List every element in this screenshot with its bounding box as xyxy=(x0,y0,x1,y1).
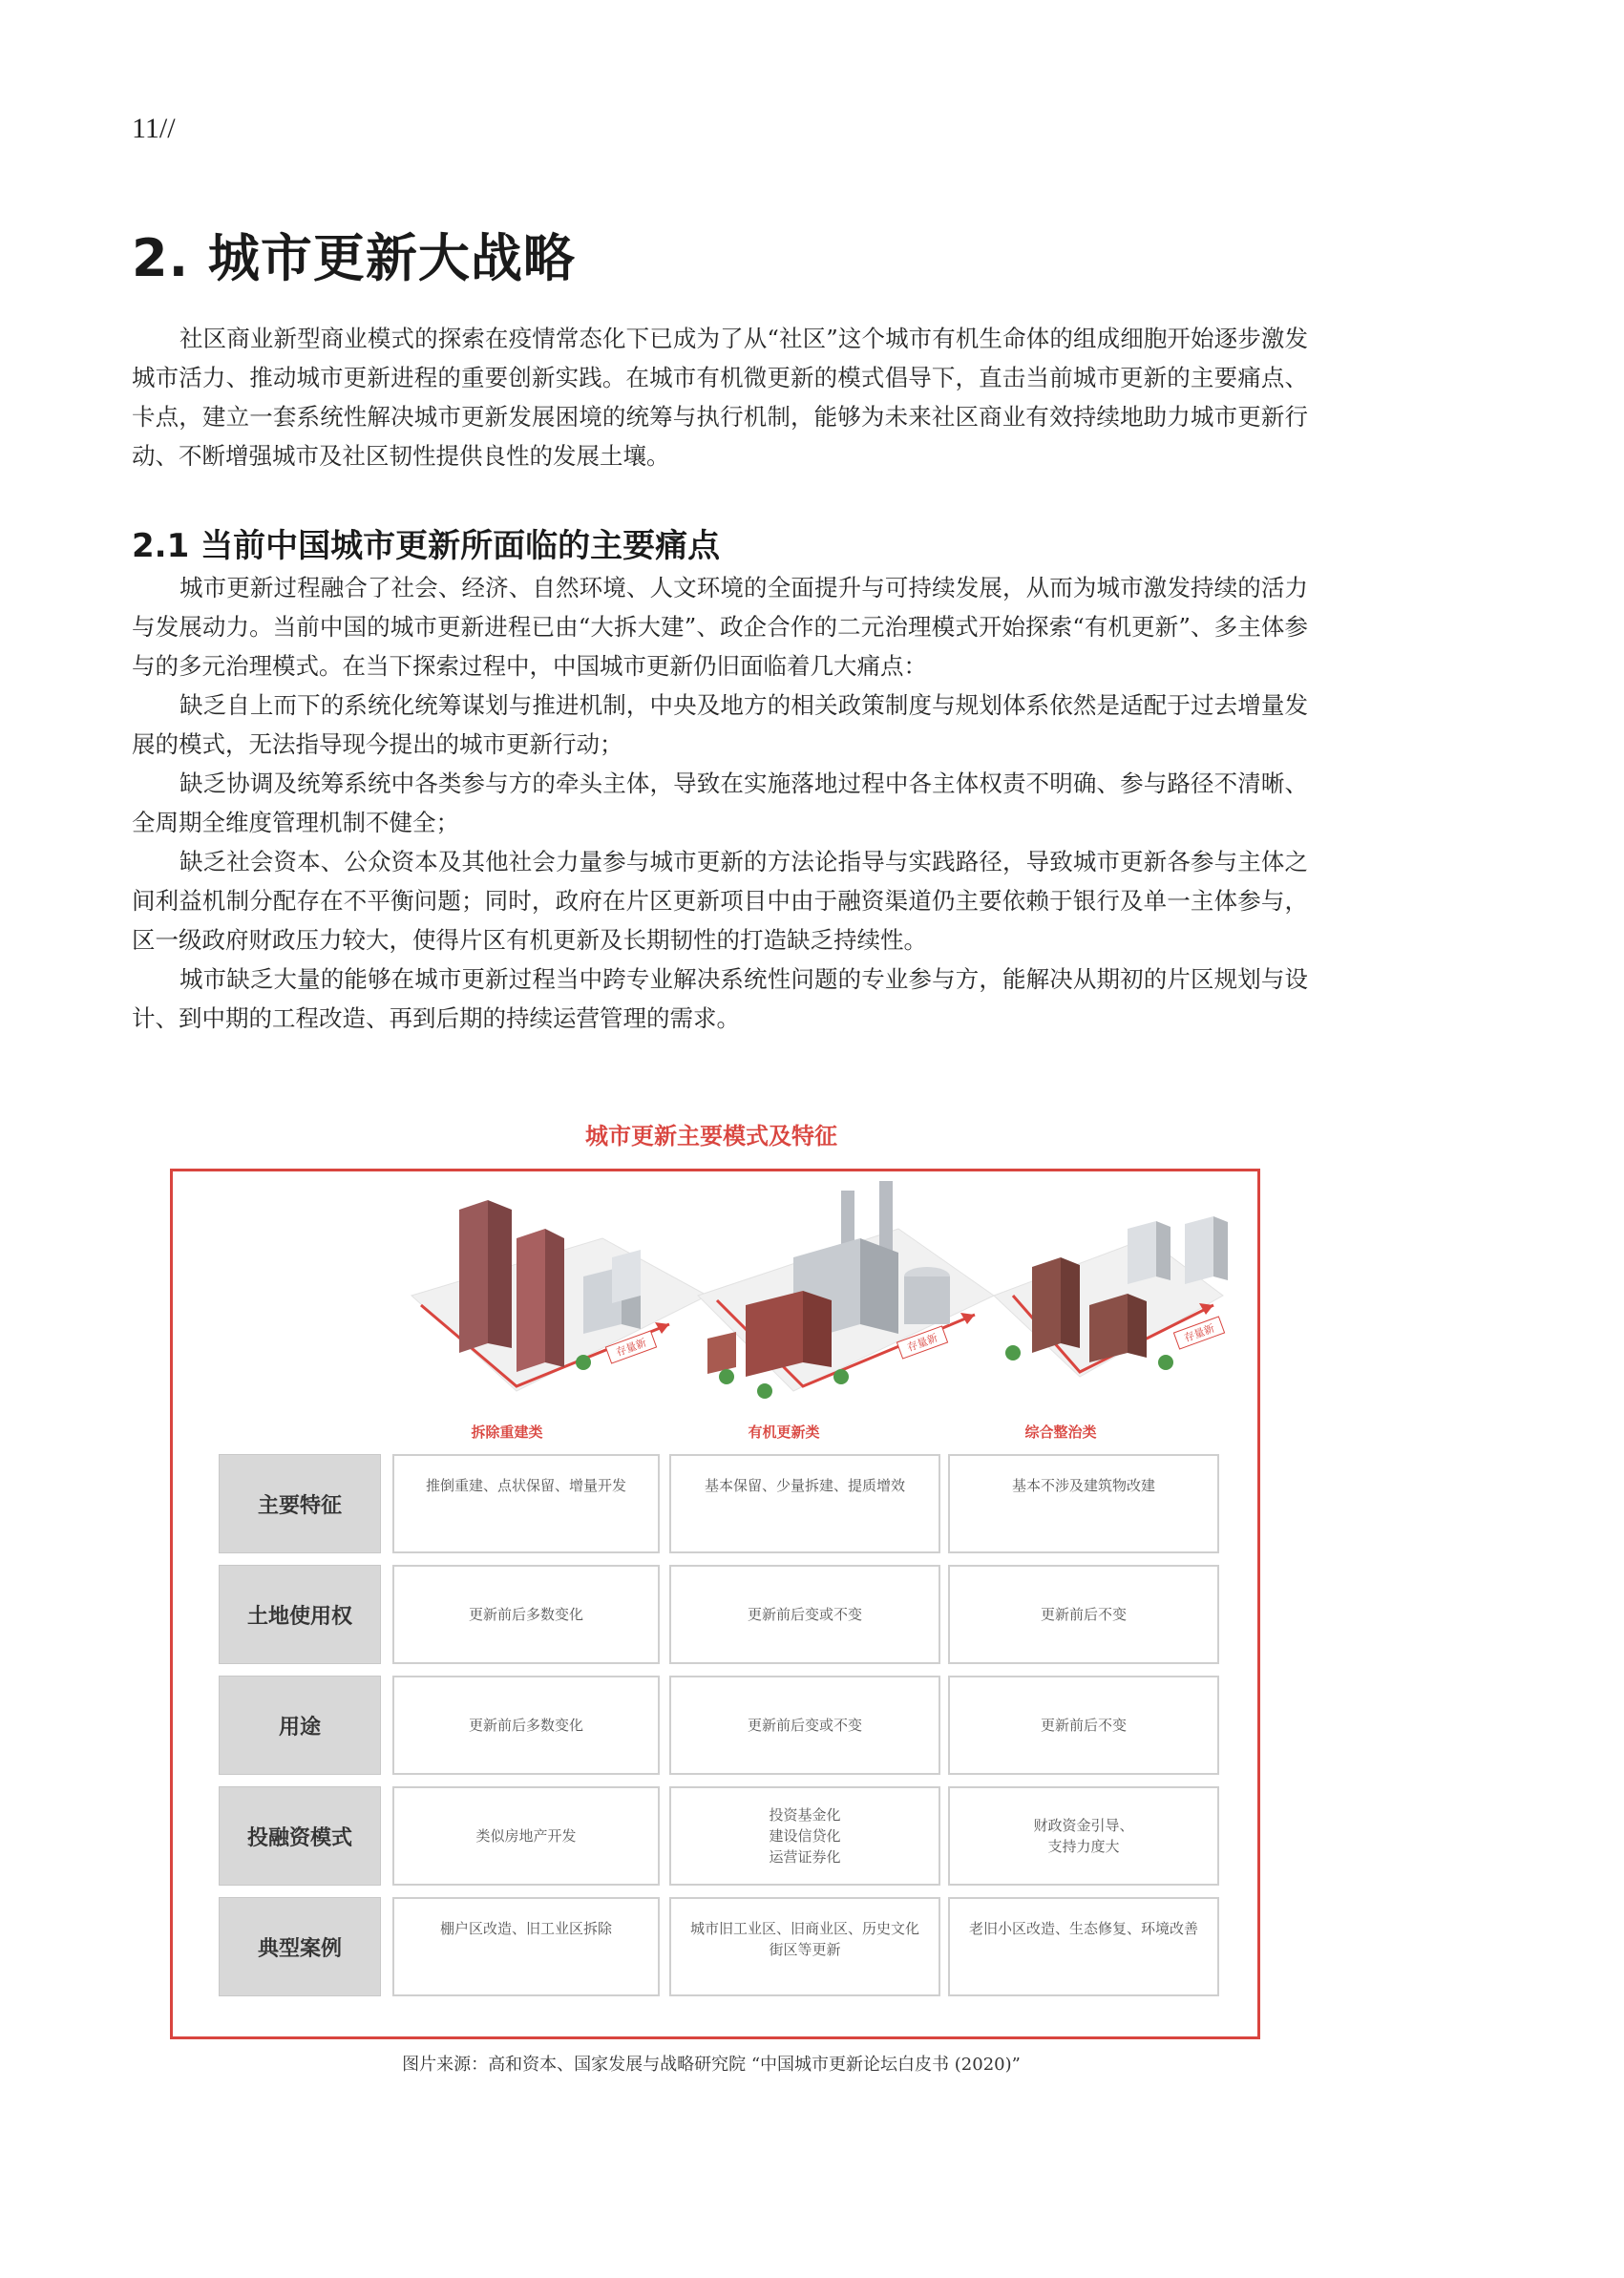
svg-text:存量新: 存量新 xyxy=(614,1336,648,1360)
table-cell: 投资基金化 建设信贷化 运营证券化 xyxy=(669,1786,940,1886)
paragraph-4: 缺乏社会资本、公众资本及其他社会力量参与城市更新的方法论指导与实践路径，导致城市更新各参与主体之间利益机制分配存在不平衡问题；同时，政府在片区更新项目中由于融资渠道仍主要依赖于银行及单一主体参与，区一级政府财政压力较大，使得片区有机更新及长期韧性的打造缺乏持续性。 xyxy=(132,848,1308,954)
row-label-financing-model: 投融资模式 xyxy=(219,1786,381,1886)
table-cell: 更新前后多数变化 xyxy=(392,1676,660,1775)
paragraph-1: 城市更新过程融合了社会、经济、自然环境、人文环境的全面提升与可持续发展，从而为城市激发持续的活力与发展动力。当前中国的城市更新进程已由“大拆大建”、政企合作的二元治理模式开始探索“有机更新”、多主体参与的多元治理模式。在当下探索过程中，中国城市更新仍旧面临着几大痛点： xyxy=(132,574,1308,680)
intro-paragraph: 社区商业新型商业模式的探索在疫情常态化下已成为了从“社区”这个城市有机生命体的组成细胞开始逐步激发城市活力、推动城市更新进程的重要创新实践。在城市有机微更新的模式倡导下，直击当前城市更新的主要痛点、卡点，建立一套系统性解决城市更新发展困境的统筹与执行机制，能够为未来社区商业有效持续地助力城市更新行动、不断增强城市及社区韧性提供良性的发展土壤。 xyxy=(132,325,1308,470)
subsection-title: 2.1 当前中国城市更新所面临的主要痛点 xyxy=(132,527,721,565)
row-label-usage: 用途 xyxy=(219,1676,381,1775)
table-cell: 更新前后变或不变 xyxy=(669,1676,940,1775)
figure-caption: 图片来源：高和资本、国家发展与战略研究院 “中国城市更新论坛白皮书 (2020)” xyxy=(402,2055,1021,2075)
section-title: 2. 城市更新大战略 xyxy=(132,228,576,288)
table-cell: 基本不涉及建筑物改建 xyxy=(948,1454,1219,1553)
table-cell: 更新前后变或不变 xyxy=(669,1565,940,1664)
table-cell: 更新前后不变 xyxy=(948,1565,1219,1664)
column-header-organic: 有机更新类 xyxy=(748,1424,820,1441)
svg-text:存量新: 存量新 xyxy=(905,1331,939,1355)
row-label-typical-cases: 典型案例 xyxy=(219,1897,381,1996)
paragraph-2: 缺乏自上而下的系统化统筹谋划与推进机制，中央及地方的相关政策制度与规划体系依然是适配于过去增量发展的模式，无法指导现今提出的城市更新行动； xyxy=(132,691,1308,758)
table-cell: 更新前后不变 xyxy=(948,1676,1219,1775)
table-cell: 城市旧工业区、旧商业区、历史文化街区等更新 xyxy=(669,1897,940,1996)
table-cell: 推倒重建、点状保留、增量开发 xyxy=(392,1454,660,1553)
row-label-features: 主要特征 xyxy=(219,1454,381,1553)
page-number: 11// xyxy=(132,113,176,144)
table-cell: 基本保留、少量拆建、提质增效 xyxy=(669,1454,940,1553)
table-cell: 老旧小区改造、生态修复、环境改善 xyxy=(948,1897,1219,1996)
figure-title: 城市更新主要模式及特征 xyxy=(585,1123,837,1150)
table-cell: 财政资金引导、 支持力度大 xyxy=(948,1786,1219,1886)
table-cell: 更新前后多数变化 xyxy=(392,1565,660,1664)
svg-text:存量新: 存量新 xyxy=(1182,1321,1216,1345)
figure-frame xyxy=(170,1169,1260,2039)
table-cell: 类似房地产开发 xyxy=(392,1786,660,1886)
column-header-demolition: 拆除重建类 xyxy=(471,1424,543,1441)
row-label-land-use-rights: 土地使用权 xyxy=(219,1565,381,1664)
city-renewal-illustration xyxy=(173,1171,1257,1420)
paragraph-3: 缺乏协调及统筹系统中各类参与方的牵头主体，导致在实施落地过程中各主体权责不明确、参与路径不清晰、全周期全维度管理机制不健全； xyxy=(132,770,1308,836)
paragraph-5: 城市缺乏大量的能够在城市更新过程当中跨专业解决系统性问题的专业参与方，能解决从期初的片区规划与设计、到中期的工程改造、再到后期的持续运营管理的需求。 xyxy=(132,965,1308,1032)
table-cell: 棚户区改造、旧工业区拆除 xyxy=(392,1897,660,1996)
column-header-integrated: 综合整治类 xyxy=(1024,1424,1097,1441)
